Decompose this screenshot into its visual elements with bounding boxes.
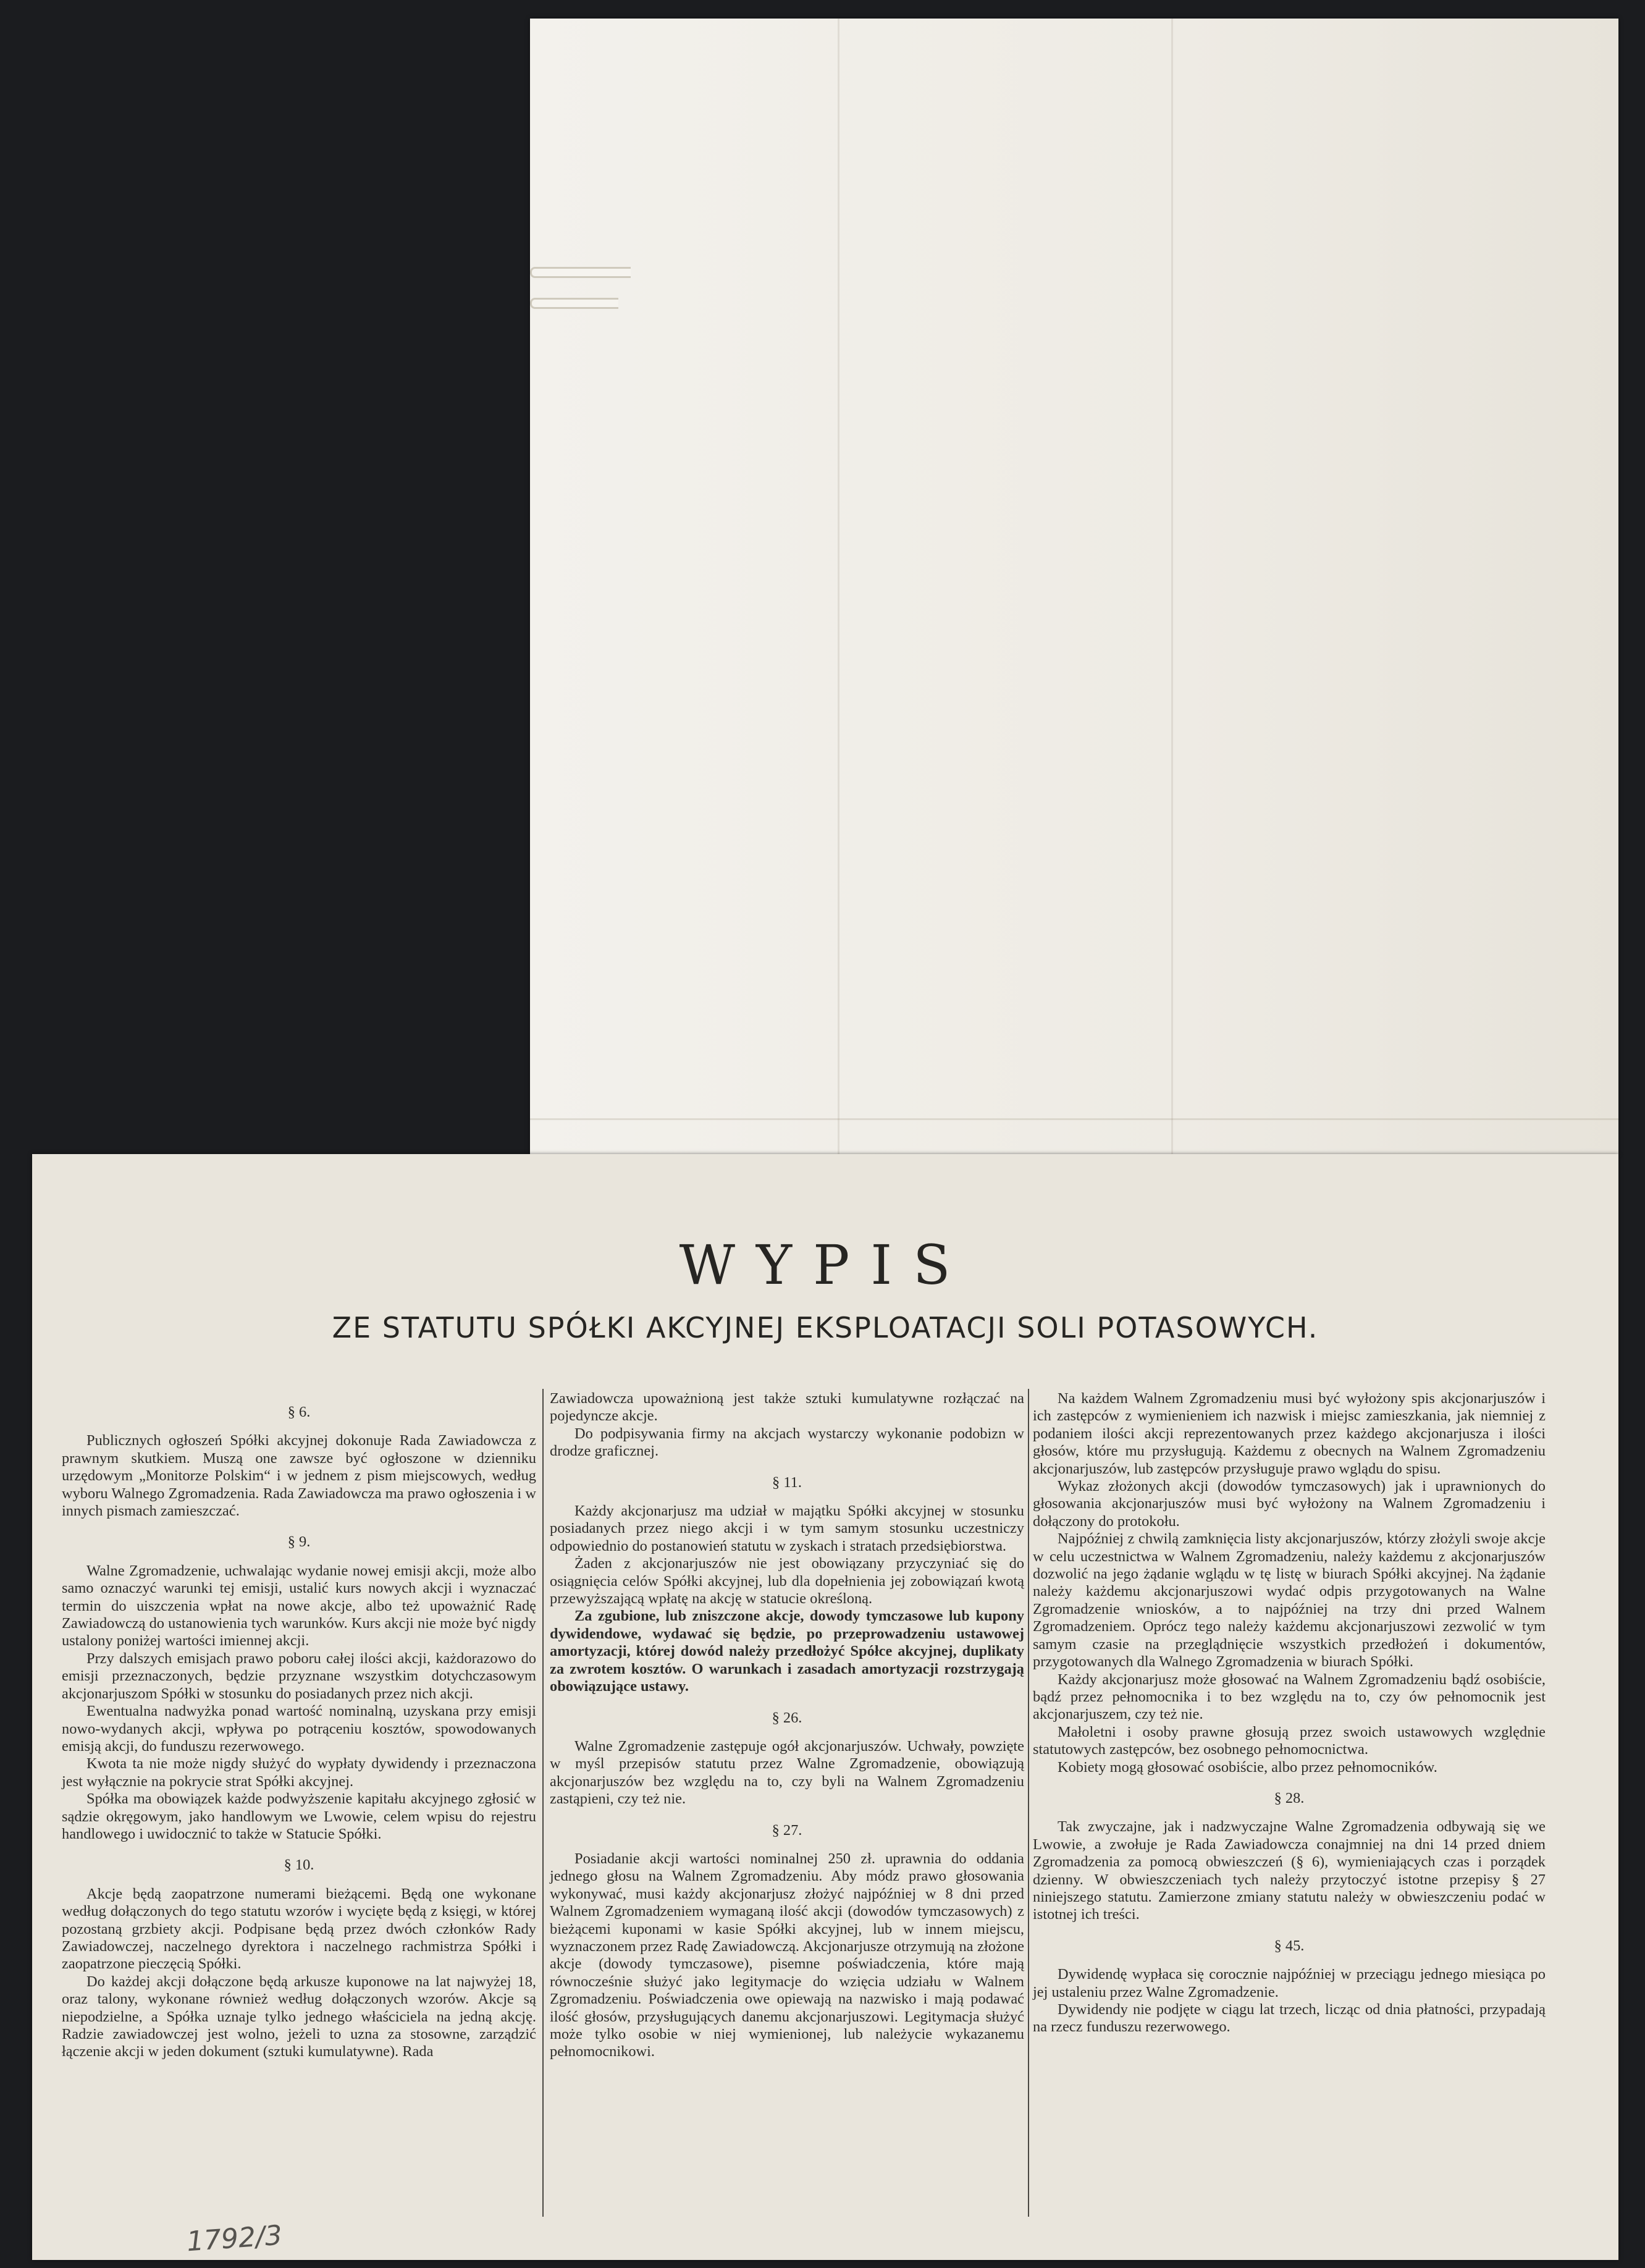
section-heading: § 27. (772, 1821, 802, 1839)
statute-document-sheet (32, 1154, 1618, 2260)
section-heading: § 6. (287, 1404, 311, 1420)
text-column-3 (1033, 1390, 1546, 2036)
paragraph: Na każdem Walnem Zgromadzeniu musi być wyłożony spis akcjonarjuszów i ich zastępców z wymienieniem ich nazwisk i miejsc zamieszkania, jak niemniej z podaniem ilości akcji reprezentowanych przez każdego akcjonarjusza i ilości głosów, które mu przysługują. Każdemu z obecnych na Walnem Zgromadzeniu akcjonarjuszów, lub zastępców przysługuje prawo wglądu do spisu. (1033, 1390, 1546, 1477)
paper-slit (530, 267, 631, 278)
fold-crease (530, 1118, 1618, 1120)
paragraph: Tak zwyczajne, jak i nadzwyczajne Walne Zgromadzenia odbywają się we Lwowie, a zwołuje je Rada Zawiadowcza conajmniej na dni 14 przed dniem Zgromadzenia za pomocą obwieszczeń (§ 6), wymieniających czas i porządek dzienny. W obwieszczeniach tych należy przytoczyć istotne przepisy § 27 niniejszego statutu. Zamierzone zmiany statutu należy w obwieszczeniu podać w istotnej ich treści. (1033, 1818, 1546, 1923)
section-heading: § 10. (284, 1857, 314, 1874)
text-column-1 (62, 1390, 536, 2061)
paragraph: Żaden z akcjonarjuszów nie jest obowiązany przyczyniać się do osiągnięcia celów Spółki akcyjnej, lub dla dopełnienia jej zobowiązań kwotą przewyższającą wpłatę na akcję w statucie określoną. (550, 1555, 1024, 1608)
section-heading: § 9. (287, 1533, 311, 1551)
paragraph: Dywidendy nie podjęte w ciągu lat trzech, licząc od dnia płatności, przypadają na rzecz funduszu rezerwowego. (1033, 2001, 1546, 2036)
blank-upper-sheet (530, 19, 1618, 1155)
section-heading: § 28. (1274, 1789, 1305, 1806)
paragraph-bold: Za zgubione, lub zniszczone akcje, dowody tymczasowe lub kupony dywidendowe, wydawać się będzie, po przeprowadzeniu ustawowej amortyzacji, której dowód należy przedłożyć Spółce akcyjnej, duplikaty za zwrotem kosztów. O warunkach i zasadach amortyzacji rozstrzygają obowiązujące ustawy. (550, 1608, 1024, 1695)
paragraph: Najpóźniej z chwilą zamknięcia listy akcjonarjuszów, którzy złożyli swoje akcje w celu uczestnictwa w Walnem Zgromadzeniu, należy każdemu z akcjonarjuszów dozwolić na jego żądanie wglądu w tę listę w biurach Spółki akcyjnej. Na żądanie należy każdemu akcjonarjuszowi wydać odpis przygotowanych na Walne Zgromadzenie wniosków, a to najpóźniej na trzy dni przed Walnem Zgromadzeniem. Oprócz tego należy każdemu akcjonarjuszowi zezwolić w tym samym czasie na przeglądnięcie wszystkich przedłożeń i dokumentów, przygotowanych dla Walnego Zgromadzenia w biurach Spółki. (1033, 1530, 1546, 1671)
paragraph: Przy dalszych emisjach prawo poboru całej ilości akcji, każdorazowo do emisji przeznaczonych, będzie przyznane wszystkim dotychczasowym akcjonarjuszom Spółki w stosunku do posiadanych przez nich akcji. (62, 1650, 536, 1702)
column-divider (1028, 1389, 1029, 2217)
paragraph: Walne Zgromadzenie, uchwalając wydanie nowej emisji akcji, może albo samo oznaczyć warunki tej emisji, ustalić kurs nowych akcji i wyznaczać termin do uiszczenia wpłat na nowe akcje, albo też upoważnić Radę Zawiadowczą do ustanowienia tych warunków. Kurs akcji nie może być nigdy ustalony poniżej wartości imiennej akcji. (62, 1562, 536, 1650)
paragraph: Kobiety mogą głosować osobiście, albo przez pełnomocników. (1058, 1758, 1437, 1776)
paragraph: Małoletni i osoby prawne głosują przez swoich ustawowych względnie statutowych zastępców, bez osobnego pełnomocnictwa. (1033, 1723, 1546, 1758)
paragraph-continued: Zawiadowcza upoważnioną jest także sztuki kumulatywne rozłączać na pojedyncze akcje. (550, 1390, 1024, 1425)
paragraph: Każdy akcjonarjusz może głosować na Walnem Zgromadzeniu bądź osobiście, bądź przez pełnomocnika i to bez względu na to, czy ów pełnomocnik jest akcjonarjuszem, czy też nie. (1033, 1671, 1546, 1723)
paragraph: Walne Zgromadzenie zastępuje ogół akcjonarjuszów. Uchwały, powzięte w myśl przepisów statutu przez Walne Zgromadzenie, obowiązują akcjonarjuszów bez względu na to, czy byli na Walnem Zgromadzeniu zastąpieni, czy też nie. (550, 1737, 1024, 1808)
paragraph: Do każdej akcji dołączone będą arkusze kuponowe na lat najwyżej 18, oraz talony, wykonane również według dołączonych wzorów. Akcje są niepodzielne, a Spółka uznaje tylko jednego właściciela na jedną akcję. Radzie zawiadowczej jest wolno, jeżeli to uzna za stosowne, zarządzić łączenie akcji w jeden dokument (sztuki kumulatywne). Rada (62, 1973, 536, 2060)
handwritten-archive-number: 1792/3 (185, 2219, 284, 2258)
paragraph: Posiadanie akcji wartości nominalnej 250 zł. uprawnia do oddania jednego głosu na Walnem Zgromadzeniu. Aby módz prawo głosowania wykonywać, musi każdy akcjonarjusz złożyć najpóźniej w 8 dni przed Walnem Zgromadzeniem wymaganą ilość akcji (dowodów tymczasowych) z bieżącemi kuponami w kasie Spółki akcyjnej, lub w innem miejscu, wyznaczonem przez Radę Zawiadowczą. Akcjonarjusze otrzymują na złożone akcje (dowody tymczasowe), pisemne poświadczenia, które mają równocześnie służyć jako legitymacje do wzięcia udziału w Walnem Zgromadzeniu. Poświadczenia owe opiewają na nazwisko i mają podawać ilość głosów, przysługujących danemu akcjonarjuszowi. Legitymacja służyć może tylko osobie w niej wymienionej, lub należycie wykazanemu pełnomocnikowi. (550, 1850, 1024, 2060)
section-heading: § 11. (772, 1473, 802, 1491)
paragraph: Do podpisywania firmy na akcjach wystarczy wykonanie podobizn w drodze graficznej. (550, 1425, 1024, 1460)
paragraph: Spółka ma obowiązek każde podwyższenie kapitału akcyjnego zgłosić w sądzie okręgowym, jako handlowym we Lwowie, celem wpisu do rejestru handlowego i uwidocznić to także w Statucie Spółki. (62, 1790, 536, 1842)
text-column-2 (550, 1390, 1024, 2061)
paragraph: Akcje będą zaopatrzone numerami bieżącemi. Będą one wykonane według dołączonych do tego statutu wzorów i wycięte będą z księgi, w której pozostaną grzbiety akcji. Podpisane będą przez dwóch członków Rady Zawiadowczej, naczelnego dyrektora i naczelnego rachmistrza Spółki i zaopatrzone pieczęcią Spółki. (62, 1885, 536, 1973)
paragraph: Kwota ta nie może nigdy służyć do wypłaty dywidendy i przeznaczona jest wyłącznie na pokrycie strat Spółki akcyjnej. (62, 1755, 536, 1790)
paragraph: Każdy akcjonarjusz ma udział w majątku Spółki akcyjnej w stosunku posiadanych przez niego akcji i w tym samym stosunku uczestniczy odpowiednio do postanowień statutu w zyskach i stratach przedsiębiorstwa. (550, 1503, 1024, 1554)
fold-crease (1171, 19, 1173, 1155)
paragraph: Publicznych ogłoszeń Spółki akcyjnej dokonuje Rada Zawiadowcza z prawnym skutkiem. Muszą one zawsze być ogłoszone w dzienniku urzędowym „Monitorze Polskim“ i w jednem z pism miejscowych, według wyboru Walnego Zgromadzenia. Rada Zawiadowcza ma prawo ogłoszenia i w innych pismach zamieszczać. (62, 1432, 536, 1520)
column-divider (542, 1389, 544, 2217)
paragraph: Ewentualna nadwyżka ponad wartość nominalną, uzyskana przy emisji nowo-wydanych akcji, wpływa po potrąceniu kosztów, spowodowanych emisją akcji, do funduszu rezerwowego. (62, 1703, 536, 1755)
paper-slit (530, 298, 618, 309)
section-heading: § 26. (772, 1709, 802, 1726)
section-heading: § 45. (1274, 1937, 1305, 1954)
paragraph: Wykaz złożonych akcji (dowodów tymczasowych) jak i uprawnionych do głosowania akcjonarjuszów musi być wyłożony na Walnem Zgromadzeniu i dołączony do protokołu. (1033, 1478, 1546, 1530)
fold-crease (838, 19, 839, 1155)
document-title: WYPIS (679, 1233, 972, 1297)
document-subtitle: ZE STATUTU SPÓŁKI AKCYJNEJ EKSPLOATACJI SOLI POTASOWYCH. (332, 1311, 1319, 1344)
paragraph: Dywidendę wypłaca się corocznie najpóźniej w przeciągu jednego miesiąca po jej ustaleniu przez Walne Zgromadzenie. (1033, 1966, 1546, 2000)
